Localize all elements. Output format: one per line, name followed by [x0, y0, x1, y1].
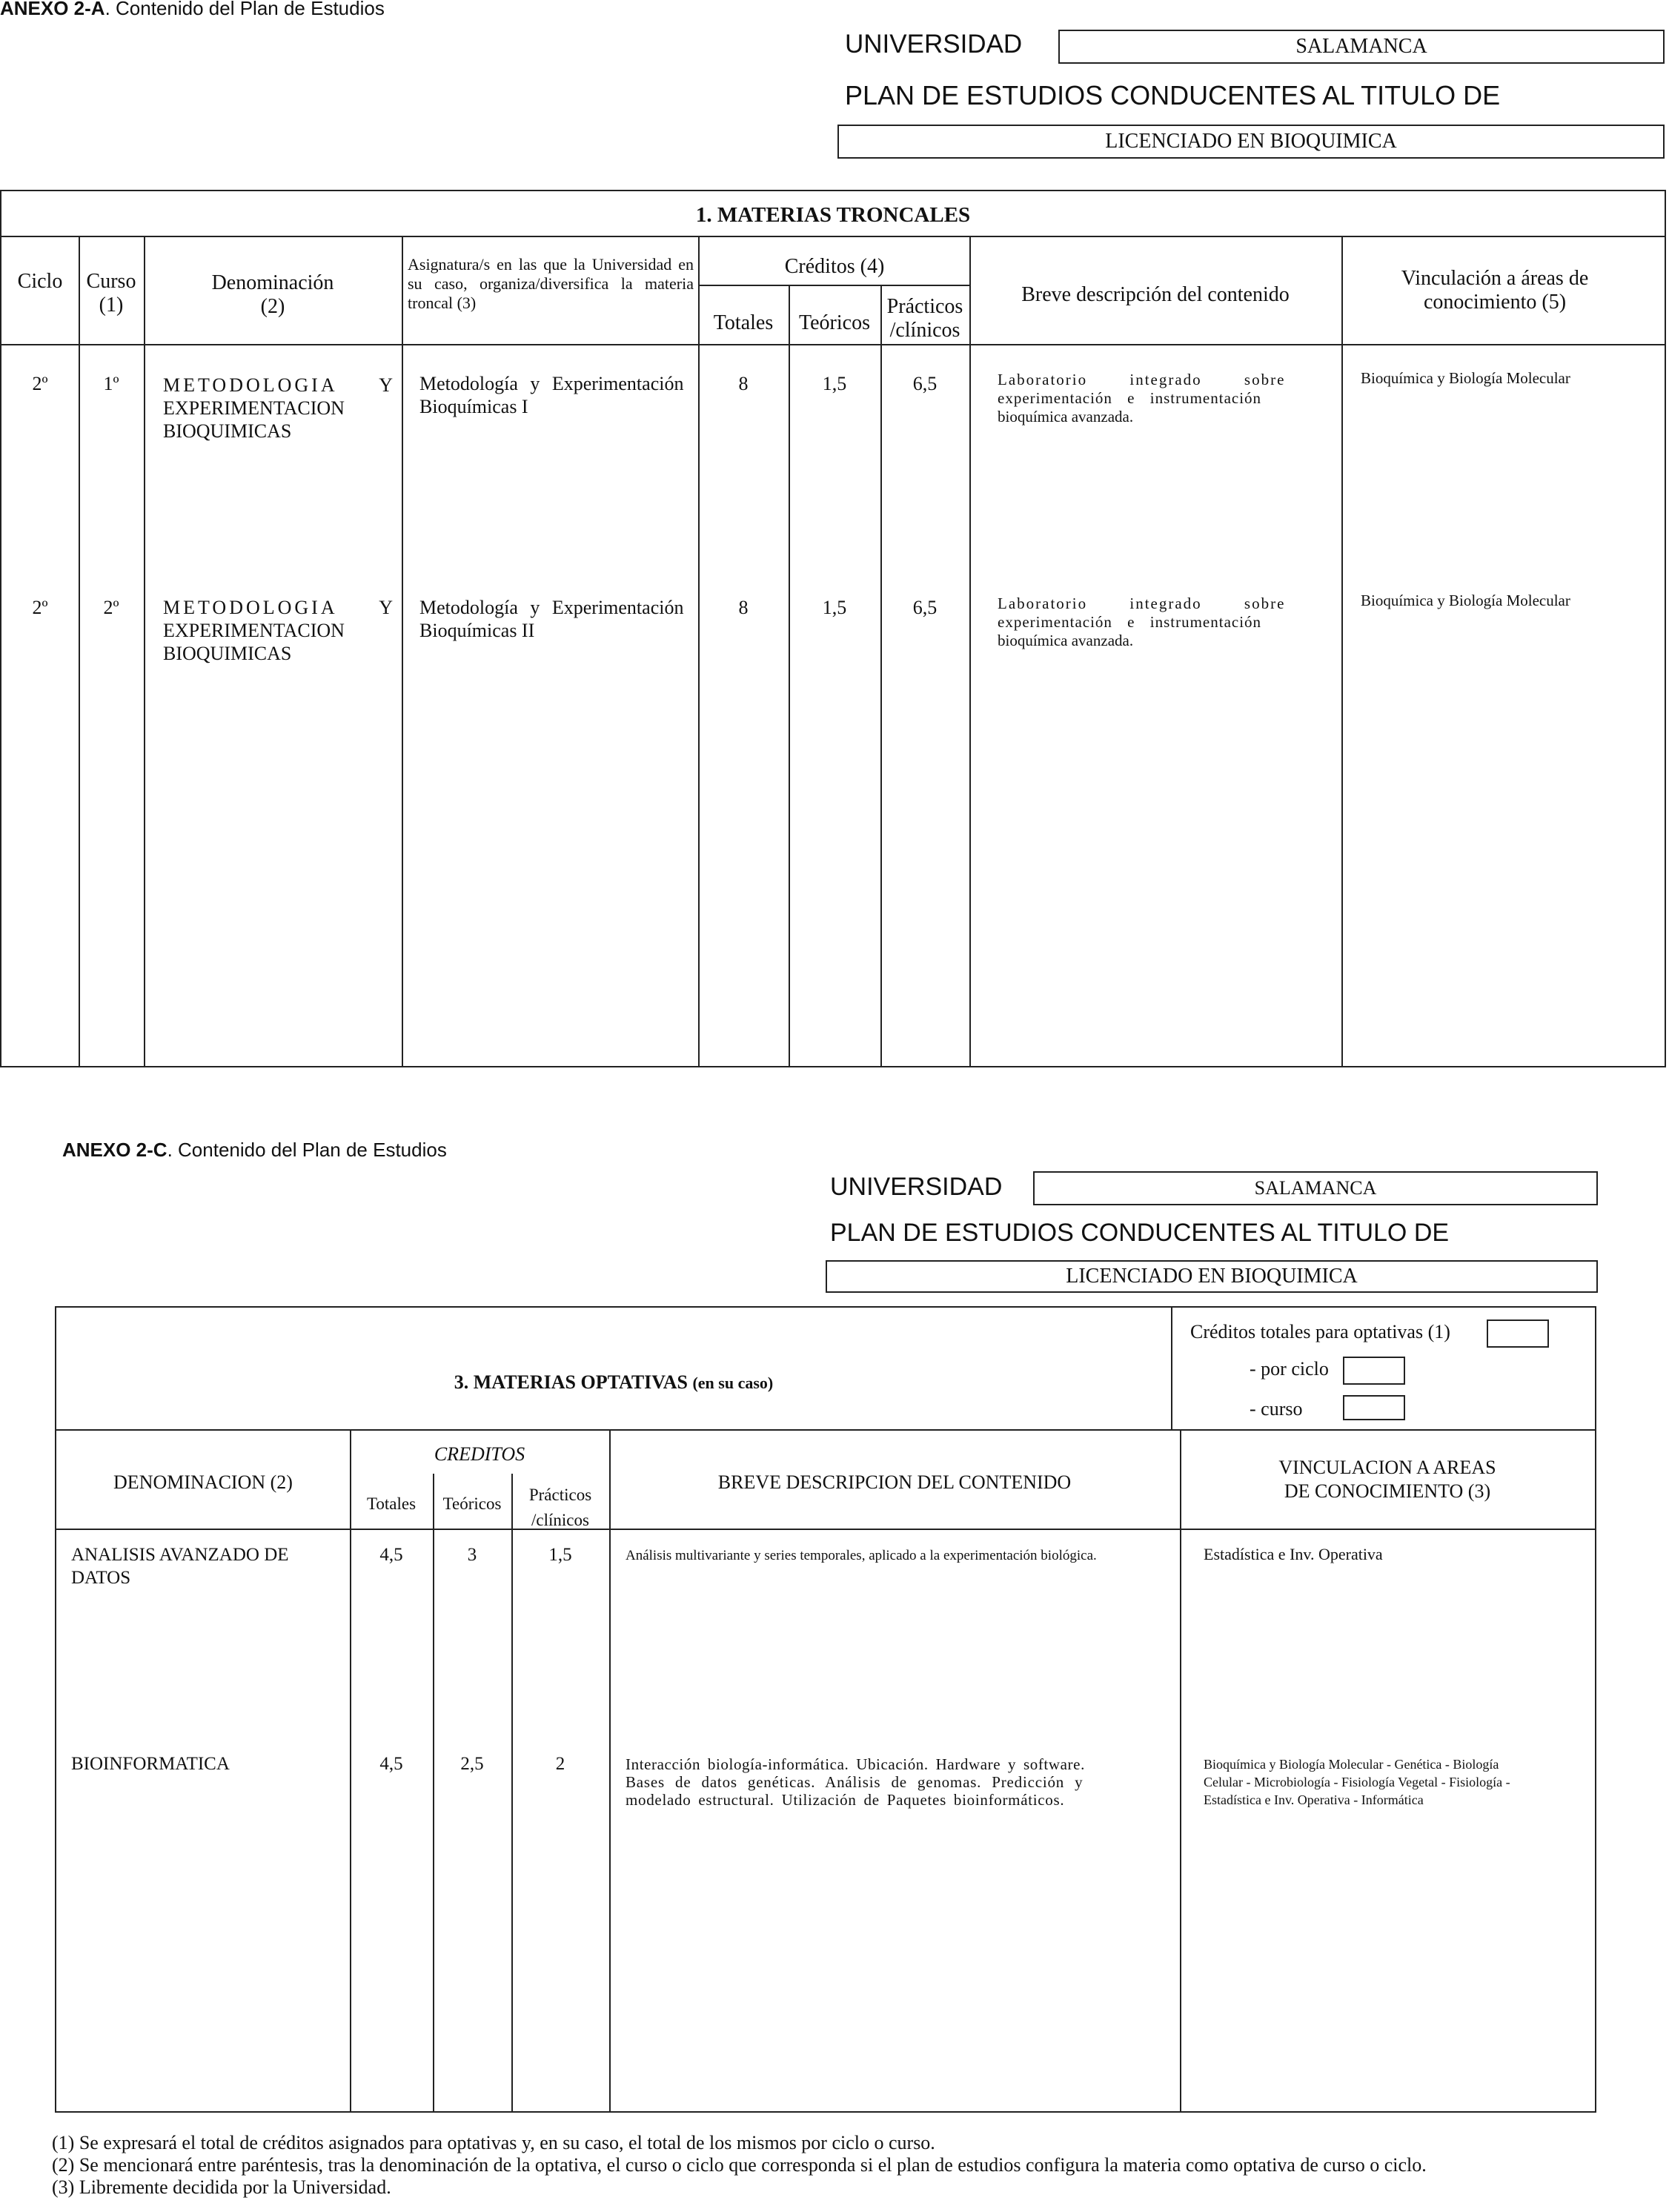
descripcion-line-1: Laboratorio integrado sobre: [998, 371, 1286, 388]
optativas-table: [55, 1306, 1596, 2113]
section-title-optativas: [56, 1371, 1171, 1394]
annex-c-title-label: PLAN DE ESTUDIOS CONDUCENTES AL TITULO DE: [830, 1219, 1450, 1247]
header-clinicos-opt-label: /clínicos: [531, 1511, 589, 1529]
denominacion-line-1: METODOLOGIA: [163, 374, 338, 396]
opt-vinculacion-line-1: Estadística e Inv. Operativa: [1204, 1545, 1383, 1563]
denominacion-line-1: METODOLOGIA: [163, 597, 338, 618]
row-curso: 1º: [103, 373, 119, 394]
opt-denominacion: ANALISIS AVANZADO DE DATOS: [71, 1545, 289, 1588]
annex-a-university-value: SALAMANCA: [1295, 35, 1427, 58]
opt-teoricos: 3: [467, 1545, 477, 1565]
header-teoricos-opt: Teóricos: [442, 1494, 502, 1513]
creditos-totales-field: [1487, 1319, 1549, 1348]
opt-descripcion-line-2: Bases de datos genéticas. Análisis de genomas. Predicción y: [626, 1773, 1084, 1791]
row-ciclo: 2º: [32, 597, 48, 618]
header-vinculacion-opt-2: DE CONOCIMIENTO (3): [1284, 1480, 1491, 1502]
opt-denominacion: BIOINFORMATICA: [71, 1754, 230, 1774]
header-practicos-label: Prácticos: [886, 295, 963, 318]
header-denominacion-note: (2): [260, 295, 285, 318]
opt-descripcion: [626, 1546, 1174, 1565]
opt-teoricos: 2,5: [460, 1754, 484, 1774]
denominacion-line-3: BIOQUIMICAS: [163, 420, 292, 442]
row-asignatura: [419, 596, 691, 642]
header-denominacion-opt: DENOMINACION (2): [113, 1471, 293, 1493]
opt-totales: 4,5: [379, 1754, 403, 1774]
denominacion-line-2: EXPERIMENTACION: [163, 397, 345, 419]
header-vinculacion-opt-1: VINCULACION A AREAS: [1278, 1457, 1496, 1478]
annex-a-label-bold: ANEXO 2-A: [0, 0, 105, 19]
row-denominacion: [163, 374, 393, 443]
header-descripcion: Breve descripción del contenido: [1021, 283, 1290, 306]
row-descripcion: [998, 595, 1331, 650]
footnote-2: (2) Se mencionará entre paréntesis, tras la denominación de la optativa, el curso o ciclo que corresponda si el plan de estudios configura la materia como optativa de curso o ciclo.: [52, 2154, 1427, 2176]
por-ciclo-label: - por ciclo: [1250, 1358, 1329, 1380]
row-vinculacion: Bioquímica y Biología Molecular: [1361, 369, 1570, 387]
denominacion-line-3: BIOQUIMICAS: [163, 643, 292, 664]
header-practicos-opt-label: Prácticos: [528, 1486, 592, 1504]
row-totales: 8: [738, 373, 749, 394]
header-practicos: [880, 295, 969, 342]
opt-descripcion-line-1: Interacción biología-informática. Ubicación. Hardware y software.: [626, 1755, 1085, 1773]
row-asignatura: [419, 372, 691, 418]
header-curso-note: (1): [99, 294, 124, 317]
header-denominacion-label: Denominación: [211, 271, 334, 294]
asignatura-line-1: Metodología y Experimentación: [419, 597, 684, 618]
creditos-totales-label: Créditos totales para optativas (1): [1190, 1321, 1450, 1342]
annex-c-university-field: [1033, 1171, 1598, 1205]
troncales-table: [0, 190, 1666, 1067]
asignatura-line-2: Bioquímicas I: [419, 396, 528, 417]
opt-vinculacion: [1204, 1755, 1589, 1809]
descripcion-line-1: Laboratorio integrado sobre: [998, 595, 1286, 612]
footnotes: [52, 2132, 1660, 2199]
annex-c-label-rest: . Contenido del Plan de Estudios: [167, 1139, 447, 1161]
annex-c-label-bold: ANEXO 2-C: [62, 1139, 167, 1161]
row-ciclo: 2º: [32, 373, 48, 394]
curso-field: [1343, 1395, 1405, 1420]
por-ciclo-field: [1343, 1357, 1405, 1385]
header-vinculacion: Vinculación a áreas de conocimiento (5): [1401, 267, 1589, 314]
section-title-optativas-suffix: (en su caso): [692, 1374, 774, 1392]
row-totales: 8: [738, 597, 749, 618]
annex-a-label-rest: . Contenido del Plan de Estudios: [104, 0, 385, 19]
annex-c-title-field: [826, 1260, 1598, 1293]
asignatura-line-1: Metodología y Experimentación: [419, 373, 684, 394]
header-curso: [79, 270, 144, 317]
annex-a-university-field: [1058, 30, 1665, 64]
annex-a-title-value: LICENCIADO EN BIOQUIMICA: [1105, 130, 1397, 153]
annex-a-title-field: [837, 125, 1665, 159]
opt-descripcion-line-1: Análisis multivariante y series temporales, aplicado a la experimentación biológica.: [626, 1548, 1097, 1563]
section-title-optativas-main: 3. MATERIAS OPTATIVAS: [454, 1371, 688, 1393]
opt-vinculacion-line-3: Estadística e Inv. Operativa - Informática: [1204, 1792, 1424, 1807]
row-teoricos: 1,5: [822, 597, 847, 618]
descripcion-line-3: bioquímica avanzada.: [998, 408, 1134, 425]
header-ciclo: Ciclo: [17, 270, 63, 293]
annex-c-university-value: SALAMANCA: [1254, 1177, 1377, 1199]
annex-a-label: [0, 0, 385, 20]
row-practicos: 6,5: [912, 597, 938, 618]
denominacion-y: Y: [379, 597, 393, 618]
opt-vinculacion-line-1: Bioquímica y Biología Molecular - Genética - Biología: [1204, 1757, 1499, 1772]
header-totales-opt: Totales: [366, 1494, 417, 1513]
opt-totales: 4,5: [379, 1545, 403, 1565]
asignatura-line-2: Bioquímicas II: [419, 620, 535, 641]
opt-vinculacion: [1204, 1545, 1589, 1563]
header-descripcion-opt: BREVE DESCRIPCION DEL CONTENIDO: [717, 1471, 1072, 1493]
annex-c-title-value: LICENCIADO EN BIOQUIMICA: [1066, 1265, 1358, 1288]
row-vinculacion: Bioquímica y Biología Molecular: [1361, 592, 1570, 609]
annex-a-title-label: PLAN DE ESTUDIOS CONDUCENTES AL TITULO DE: [845, 80, 1501, 110]
header-practicos-opt: [511, 1483, 609, 1533]
header-clinicos-label: /clínicos: [889, 319, 960, 342]
header-creditos-opt: CREDITOS: [434, 1443, 525, 1465]
row-descripcion: [998, 371, 1331, 426]
opt-practicos: 2: [555, 1754, 565, 1774]
header-creditos: Créditos (4): [784, 255, 885, 278]
row-curso: 2º: [103, 597, 119, 618]
opt-descripcion: [626, 1755, 1174, 1809]
header-curso-label: Curso: [86, 270, 136, 293]
footnote-1: (1) Se expresará el total de créditos asignados para optativas y, en su caso, el total de los mismos por ciclo o curso.: [52, 2132, 935, 2153]
denominacion-line-2: EXPERIMENTACION: [163, 620, 345, 641]
annex-a-university-label: UNIVERSIDAD: [845, 30, 1023, 59]
denominacion-y: Y: [379, 374, 393, 396]
header-teoricos: Teóricos: [798, 311, 870, 334]
annex-c-label: [62, 1139, 447, 1162]
header-totales: Totales: [713, 311, 774, 334]
curso-label: - curso: [1250, 1398, 1303, 1420]
descripcion-line-2: experimentación e instrumentación: [998, 613, 1262, 631]
header-asignatura: Asignatura/s en las que la Universidad en su caso, organiza/diversifica la materia troncal (3): [408, 255, 694, 312]
annex-c-university-label: UNIVERSIDAD: [830, 1173, 1003, 1201]
opt-descripcion-line-3: modelado estructural. Utilización de Paquetes bioinformáticos.: [626, 1791, 1065, 1809]
row-practicos: 6,5: [912, 373, 938, 394]
row-denominacion: [163, 596, 393, 665]
descripcion-line-2: experimentación e instrumentación: [998, 389, 1262, 407]
opt-vinculacion-line-2: Celular - Microbiología - Fisiología Vegetal - Fisiología -: [1204, 1775, 1510, 1789]
opt-practicos: 1,5: [548, 1545, 572, 1565]
header-vinculacion-opt: [1180, 1456, 1595, 1503]
header-denominacion: [144, 271, 402, 319]
section-title-troncales: 1. MATERIAS TRONCALES: [695, 203, 971, 227]
descripcion-line-3: bioquímica avanzada.: [998, 632, 1134, 649]
row-teoricos: 1,5: [822, 373, 847, 394]
footnote-3: (3) Libremente decidida por la Universidad.: [52, 2176, 391, 2198]
